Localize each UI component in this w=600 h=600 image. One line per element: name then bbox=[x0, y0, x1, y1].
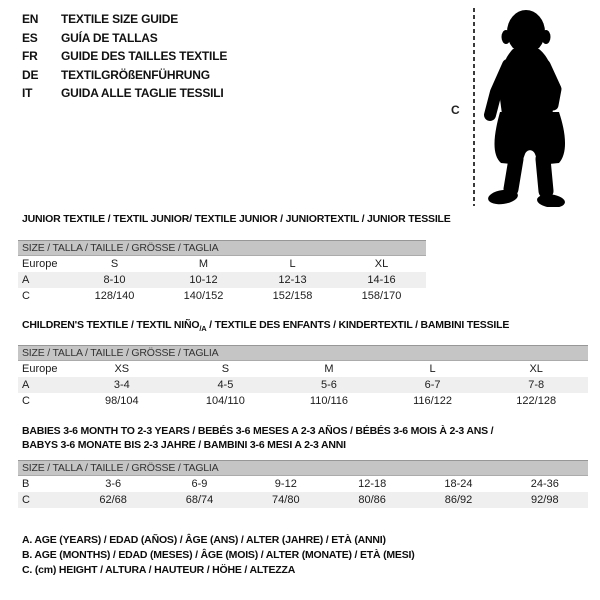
lang-code: FR bbox=[22, 49, 38, 63]
footnote-c: C. (cm) HEIGHT / ALTURA / HAUTEUR / HÖHE / ALTEZZA bbox=[22, 564, 296, 576]
table-row-europe bbox=[18, 361, 588, 377]
row-label: C bbox=[22, 394, 30, 407]
lang-code: EN bbox=[22, 12, 39, 26]
row-label: C bbox=[18, 492, 70, 508]
size-table-header-bar: SIZE / TALLA / TAILLE / GRÖSSE / TAGLIA bbox=[18, 461, 588, 476]
row-label: C bbox=[22, 289, 30, 302]
lang-title: TEXTILE SIZE GUIDE bbox=[61, 12, 179, 26]
footnotes bbox=[22, 533, 415, 578]
table-cell: 4-5 bbox=[174, 377, 278, 393]
table-cell: S bbox=[110, 257, 119, 270]
table-cell: 6-9 bbox=[191, 477, 208, 490]
row-label: A bbox=[18, 272, 70, 288]
table-cell: XL bbox=[529, 362, 543, 375]
language-header bbox=[22, 10, 227, 103]
table-cell: L bbox=[289, 257, 296, 270]
table-row-europe bbox=[18, 256, 426, 272]
lang-row-es bbox=[22, 29, 227, 48]
children-section-title bbox=[22, 319, 509, 333]
babies-section-title bbox=[22, 424, 493, 452]
children-title-sub: /A bbox=[199, 324, 207, 334]
babies-title-line-2: BABYS 3-6 MONATE BIS 2-3 JAHRE / BAMBINI 3-6 MESI A 2-3 ANNI bbox=[22, 439, 346, 451]
table-cell: 80/86 bbox=[329, 492, 415, 508]
table-cell: 98/104 bbox=[104, 394, 139, 407]
table-cell: 152/158 bbox=[272, 289, 313, 302]
table-cell: 10-12 bbox=[159, 272, 248, 288]
table-cell: 122/128 bbox=[516, 394, 557, 407]
height-measure-label: C bbox=[451, 103, 460, 117]
table-cell: 14-16 bbox=[337, 272, 426, 288]
table-cell: 7-8 bbox=[484, 377, 588, 393]
table-cell: 5-6 bbox=[277, 377, 381, 393]
table-cell: 18-24 bbox=[444, 477, 473, 490]
table-row-age bbox=[18, 377, 588, 393]
table-cell: 8-10 bbox=[70, 272, 159, 288]
table-cell: 3-6 bbox=[105, 477, 122, 490]
lang-title: TEXTILGRÖßENFÜHRUNG bbox=[61, 67, 210, 82]
table-row-age bbox=[18, 272, 426, 288]
table-cell: 6-7 bbox=[381, 377, 485, 393]
lang-row-fr bbox=[22, 47, 227, 66]
baby-silhouette-icon bbox=[483, 7, 579, 207]
lang-row-it bbox=[22, 84, 227, 103]
table-cell: 86/92 bbox=[415, 492, 501, 508]
size-table-header-bar: SIZE / TALLA / TAILLE / GRÖSSE / TAGLIA bbox=[18, 346, 588, 361]
table-row-height bbox=[18, 393, 588, 409]
table-cell: M bbox=[324, 362, 334, 375]
table-cell: 9-12 bbox=[274, 477, 297, 490]
lang-title: GUÍA DE TALLAS bbox=[61, 30, 158, 45]
children-title-main: CHILDREN'S TEXTILE / TEXTIL NIÑO bbox=[22, 319, 200, 331]
row-label: Europe bbox=[22, 362, 58, 375]
table-cell: 24-36 bbox=[530, 477, 559, 490]
table-cell: 158/170 bbox=[361, 289, 402, 302]
lang-title: GUIDA ALLE TAGLIE TESSILI bbox=[61, 86, 224, 100]
row-label: Europe bbox=[22, 257, 58, 270]
size-table-header-bar: SIZE / TALLA / TAILLE / GRÖSSE / TAGLIA bbox=[18, 241, 426, 256]
children-title-rest: / TEXTILE DES ENFANTS / KINDERTEXTIL / BAMBINI TESSILE bbox=[206, 319, 510, 331]
children-size-table bbox=[18, 345, 588, 409]
table-cell: M bbox=[198, 257, 209, 270]
table-cell: S bbox=[221, 362, 230, 375]
junior-size-table bbox=[18, 240, 426, 304]
height-measure-dashed-line bbox=[473, 8, 475, 206]
table-row-months bbox=[18, 476, 588, 492]
junior-section-title: JUNIOR TEXTILE / TEXTIL JUNIOR/ TEXTILE JUNIOR / JUNIORTEXTIL / JUNIOR TESSILE bbox=[22, 213, 451, 225]
table-cell: 128/140 bbox=[94, 289, 135, 302]
footnote-b: B. AGE (MONTHS) / EDAD (MESES) / ÂGE (MOIS) / ALTER (MONATE) / ETÀ (MESI) bbox=[22, 549, 415, 561]
table-cell: 12-18 bbox=[358, 477, 387, 490]
row-label: A bbox=[18, 377, 70, 393]
table-cell: 104/110 bbox=[205, 394, 245, 407]
table-row-height bbox=[18, 288, 426, 304]
table-cell: 92/98 bbox=[502, 492, 588, 508]
lang-row-de bbox=[22, 66, 227, 85]
table-cell: L bbox=[429, 362, 436, 375]
lang-row-en bbox=[22, 10, 227, 29]
babies-size-table bbox=[18, 460, 588, 508]
table-cell: 62/68 bbox=[70, 492, 156, 508]
lang-code: ES bbox=[22, 30, 38, 45]
table-cell: 3-4 bbox=[70, 377, 174, 393]
table-cell: 68/74 bbox=[156, 492, 242, 508]
lang-code: IT bbox=[22, 86, 33, 100]
table-cell: XL bbox=[374, 257, 389, 270]
footnote-a: A. AGE (YEARS) / EDAD (AÑOS) / ÂGE (ANS) / ALTER (JAHRE) / ETÀ (ANNI) bbox=[22, 534, 386, 546]
table-cell: 12-13 bbox=[248, 272, 337, 288]
table-cell: XS bbox=[114, 362, 130, 375]
table-cell: 110/116 bbox=[309, 394, 349, 407]
babies-title-line-1: BABIES 3-6 MONTH TO 2-3 YEARS / BEBÉS 3-6 MESES A 2-3 AÑOS / BÉBÉS 3-6 MOIS À 2-3 ANS / bbox=[22, 425, 494, 437]
table-cell: 116/122 bbox=[413, 394, 453, 407]
lang-title: GUIDE DES TAILLES TEXTILE bbox=[61, 49, 228, 63]
table-cell: 140/152 bbox=[183, 289, 224, 302]
row-label: B bbox=[22, 477, 30, 490]
table-row-height bbox=[18, 492, 588, 508]
table-cell: 74/80 bbox=[243, 492, 329, 508]
lang-code: DE bbox=[22, 67, 39, 82]
